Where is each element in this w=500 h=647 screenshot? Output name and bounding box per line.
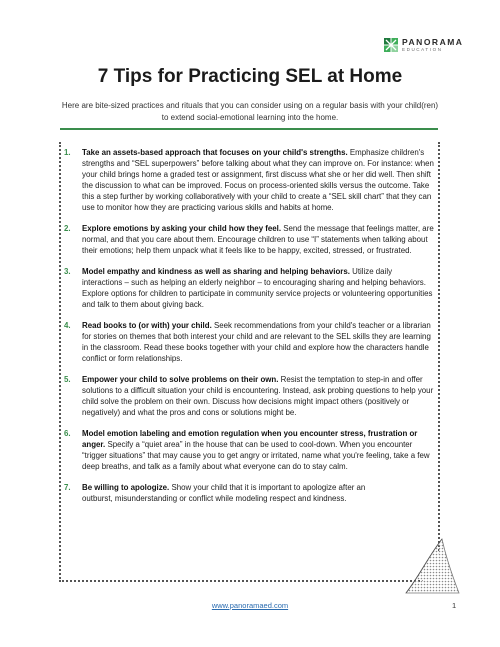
tip-item [62,147,434,213]
page-subtitle: Here are bite-sized practices and rituals that you can consider using on a regular basis with your child(ren) to extend social-emotional learning into the home. [61,101,439,122]
tip-item [62,428,434,472]
green-divider [60,128,438,130]
page-number: 1 [452,601,457,610]
tip-body: Utilize daily interactions – such as helping an elderly neighbor – to encouraging sharing and helping behaviors. Explore options for children to participate in community service projects or volunteering opportunities and talk to them about giving back. [82,267,433,309]
tip-number: 5. [64,375,71,384]
logo-subtitle: EDUCATION [402,46,443,52]
tip-heading: Take an assets-based approach that focuses on your child's strengths. [82,148,348,157]
logo-name: PANORAMA [402,37,464,47]
tip-number: 7. [64,483,71,492]
tip-body: Specify a “quiet area” in the house that can be used to cool-down. When you encounter “trigger situations” that may cause you to get angry or irritated, name what you're feeling, take a few deep breaths, and talk as a family about what everyone can do to stay calm. [82,440,430,471]
tip-heading: Model empathy and kindness as well as sharing and helping behaviors. [82,267,350,276]
tip-number: 2. [64,224,71,233]
page-title: 7 Tips for Practicing SEL at Home [97,66,403,87]
tip-number: 1. [64,148,71,157]
website-link[interactable]: www.panoramaed.com [211,601,289,610]
page-curl-graphic [402,535,462,597]
tip-item [62,374,434,418]
tip-number: 6. [64,429,71,438]
panorama-logo [384,38,463,52]
tip-item [62,266,434,310]
tip-heading: Read books to (or with) your child. [82,321,212,330]
tip-item [62,482,434,504]
tip-number: 3. [64,267,71,276]
tip-item [62,223,434,256]
tip-number: 4. [64,321,71,330]
tip-body: Emphasize children's strengths and “SEL superpowers” before talking about what they can improve on. For instance: when your child brings home a graded test or assignment, first discuss what she or her did well. Then shift the discussion to what can be improved. Focus on process-oriented skills versus the outcome. Take this a step further by working collaboratively with your child to create a “SEL skill chart” that they can use to monitor how they are practicing various skills and habits at home. [82,148,434,212]
tip-body: Show your child that it is important to apologize after an outburst, misunderstanding or conflict while modeling respect and kindness. [82,483,366,503]
tip-item [62,320,434,364]
tip-heading: Model emotion labeling and emotion regulation when you encounter stress, frustration or anger. [82,429,418,449]
tip-body: Resist the temptation to step-in and offer solutions to a difficult situation your child is encountering. Instead, ask probing questions to help your child solve the problem on their own. Discuss how decisions might impact others (positively or negatively) and what the pros and cons or solutions might be. [82,375,434,417]
panorama-logo-icon [384,38,398,52]
tip-heading: Empower your child to solve problems on their own. [82,375,279,384]
tip-body: Seek recommendations from your child's teacher or a librarian for stories on themes that both interest your child and are relevant to the SEL skills they are learning in the classroom. Read these books together with your child and explore how the characters handle conflict or form relationships. [82,321,431,363]
tips-list [62,147,434,514]
tip-body: Send the message that feelings matter, are normal, and that you care about them. Encourage children to use “I” statements when talking about their emotions; help them unpack what it feels like to be happy, excited, stressed, or frustrated. [82,224,434,255]
tip-heading: Explore emotions by asking your child how they feel. [82,224,282,233]
tip-heading: Be willing to apologize. [82,483,170,492]
